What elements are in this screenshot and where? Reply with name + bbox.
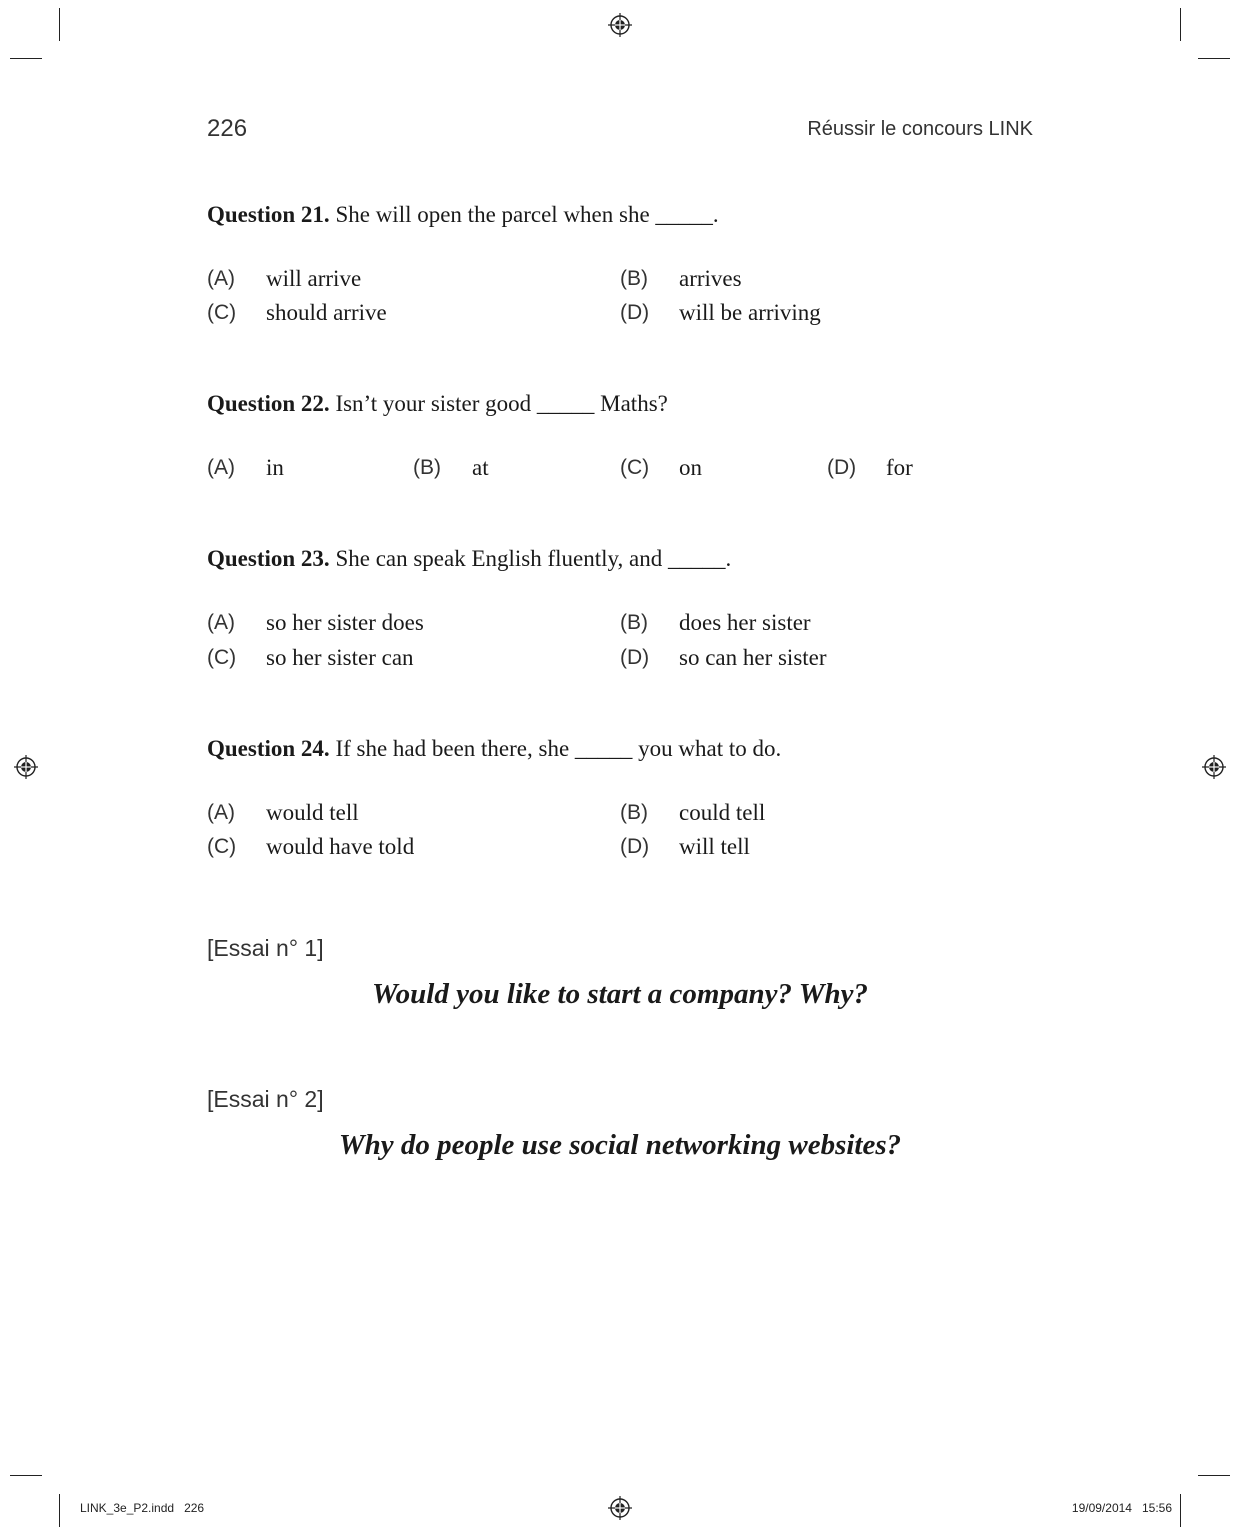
option-text: so her sister does	[266, 610, 424, 635]
crop-mark-bottom-left-vertical	[59, 1494, 60, 1527]
question-number: Question 23.	[207, 546, 330, 571]
option-letter: (D)	[620, 835, 650, 858]
option-letter: (B)	[620, 267, 648, 290]
question-number: Question 24.	[207, 736, 330, 761]
registration-target-icon	[608, 13, 632, 37]
option-letter: (A)	[207, 801, 235, 824]
option-text: will tell	[679, 834, 750, 859]
option-letter: (C)	[620, 456, 650, 479]
question-number: Question 22.	[207, 391, 330, 416]
option-text: at	[472, 455, 489, 480]
question-24	[207, 736, 781, 762]
question-text: She can speak English fluently, and _____.	[329, 546, 732, 571]
option-text: could tell	[679, 800, 766, 825]
option-letter: (D)	[620, 301, 650, 324]
option-letter: (C)	[207, 301, 237, 324]
option-letter: (D)	[827, 456, 857, 479]
option-letter: (B)	[620, 611, 648, 634]
option-letter: (C)	[207, 835, 237, 858]
page-number: 226	[207, 115, 248, 142]
option-letter: (C)	[207, 646, 237, 669]
crop-mark-top-left-horizontal	[10, 58, 42, 59]
option-letter: (D)	[620, 646, 650, 669]
crop-mark-bottom-right-horizontal	[1198, 1475, 1230, 1476]
option-text: should arrive	[266, 300, 387, 325]
option-text: on	[679, 455, 702, 480]
option-letter: (A)	[207, 456, 235, 479]
crop-mark-top-right-horizontal	[1198, 58, 1230, 59]
essay-prompt: Would you like to start a company? Why?	[372, 978, 868, 1010]
option-text: would tell	[266, 800, 359, 825]
essay-prompt: Why do people use social networking websites?	[338, 1129, 902, 1161]
running-title: Réussir le concours LINK	[807, 118, 1033, 140]
question-text: If she had been there, she _____ you what to do.	[329, 736, 782, 761]
crop-mark-bottom-left-horizontal	[10, 1475, 42, 1476]
option-text: does her sister	[679, 610, 811, 635]
option-text: will be arriving	[679, 300, 821, 325]
question-number: Question 21.	[207, 202, 330, 227]
option-text: will arrive	[266, 266, 362, 291]
option-text: in	[266, 455, 284, 480]
essay-label: [Essai n° 2]	[207, 1086, 324, 1112]
option-text: for	[886, 455, 913, 480]
question-22	[207, 391, 668, 417]
crop-mark-bottom-right-vertical	[1180, 1494, 1181, 1527]
option-text: arrives	[679, 266, 742, 291]
crop-mark-top-left-vertical	[59, 8, 60, 41]
option-letter: (A)	[207, 611, 235, 634]
registration-target-icon	[608, 1496, 632, 1520]
option-text: so her sister can	[266, 645, 414, 670]
registration-target-icon	[14, 755, 38, 779]
question-21	[207, 202, 719, 228]
option-letter: (B)	[620, 801, 648, 824]
option-letter: (A)	[207, 267, 235, 290]
slug-file-info: LINK_3e_P2.indd 226	[80, 1501, 205, 1515]
option-text: so can her sister	[679, 645, 827, 670]
registration-target-icon	[1202, 755, 1226, 779]
option-text: would have told	[266, 834, 415, 859]
essay-label: [Essai n° 1]	[207, 935, 324, 961]
question-text: She will open the parcel when she _____.	[329, 202, 719, 227]
question-text: Isn’t your sister good _____ Maths?	[329, 391, 668, 416]
option-letter: (B)	[413, 456, 441, 479]
question-23	[207, 546, 731, 572]
slug-datetime: 19/09/2014 15:56	[1071, 1501, 1172, 1515]
crop-mark-top-right-vertical	[1180, 8, 1181, 41]
